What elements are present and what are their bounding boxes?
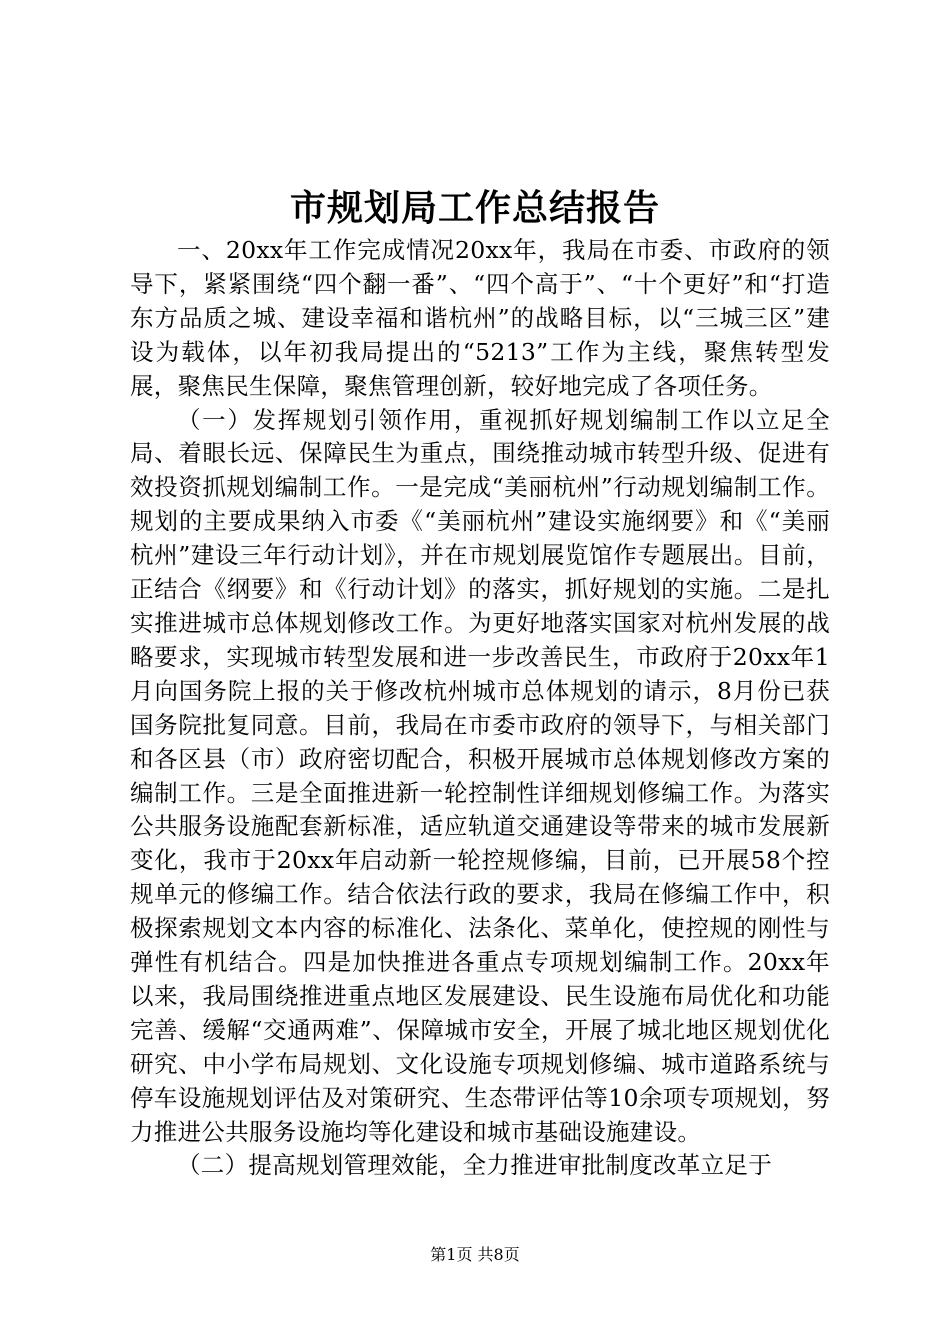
document-body [130,234,830,1183]
paragraph-intro: 一、20xx年工作完成情况20xx年，我局在市委、市政府的领导下，紧紧围绕“四个翻一番”、“四个高于”、“十个更好”和“打造东方品质之城、建设幸福和谐杭州”的战略目标，以“三城三区”建设为载体，以年初我局提出的“5213”工作为主线，聚焦转型发展，聚焦民生保障，聚焦管理创新，较好地完成了各项任务。 [130,236,830,400]
paragraph-section-2: （二）提高规划管理效能，全力推进审批制度改革立足于 [177,1151,772,1180]
page-number-footer: 第1页 共8页 [430,1245,520,1264]
document-title: 市规划局工作总结报告 [289,187,660,229]
paragraph-section-1: （一）发挥规划引领作用，重视抓好规划编制工作以立足全局、着眼长远、保障民生为重点，围绕推动城市转型升级、促进有效投资抓规划编制工作。一是完成“美丽杭州”行动规划编制工作。规划的主要成果纳入市委《“美丽杭州”建设实施纲要》和《“美丽杭州”建设三年行动计划》，并在市规划展览馆作专题展出。目前，正结合《纲要》和《行动计划》的落实，抓好规划的实施。二是扎实推进城市总体规划修改工作。为更好地落实国家对杭州发展的战略要求，实现城市转型发展和进一步改善民生，市政府于20xx年1月向国务院上报的关于修改杭州城市总体规划的请示，8月份已获国务院批复同意。目前，我局在市委市政府的领导下，与相关部门和各区县（市）政府密切配合，积极开展城市总体规划修改方案的编制工作。三是全面推进新一轮控制性详细规划修编工作。为落实公共服务设施配套新标准，适应轨道交通建设等带来的城市发展新变化，我市于20xx年启动新一轮控规修编，目前，已开展58个控规单元的修编工作。结合依法行政的要求，我局在修编工作中，积极探索规划文本内容的标准化、法条化、菜单化，使控规的刚性与弹性有机结合。四是加快推进各重点专项规划编制工作。20xx年以来，我局围绕推进重点地区发展建设、民生设施布局优化和功能完善、缓解“交通两难”、保障城市安全，开展了城北地区规划优化研究、中小学布局规划、文化设施专项规划修编、城市道路系统与停车设施规划评估及对策研究、生态带评估等10余项专项规划，努力推进公共服务设施均等化建设和城市基础设施建设。 [130,405,830,1146]
